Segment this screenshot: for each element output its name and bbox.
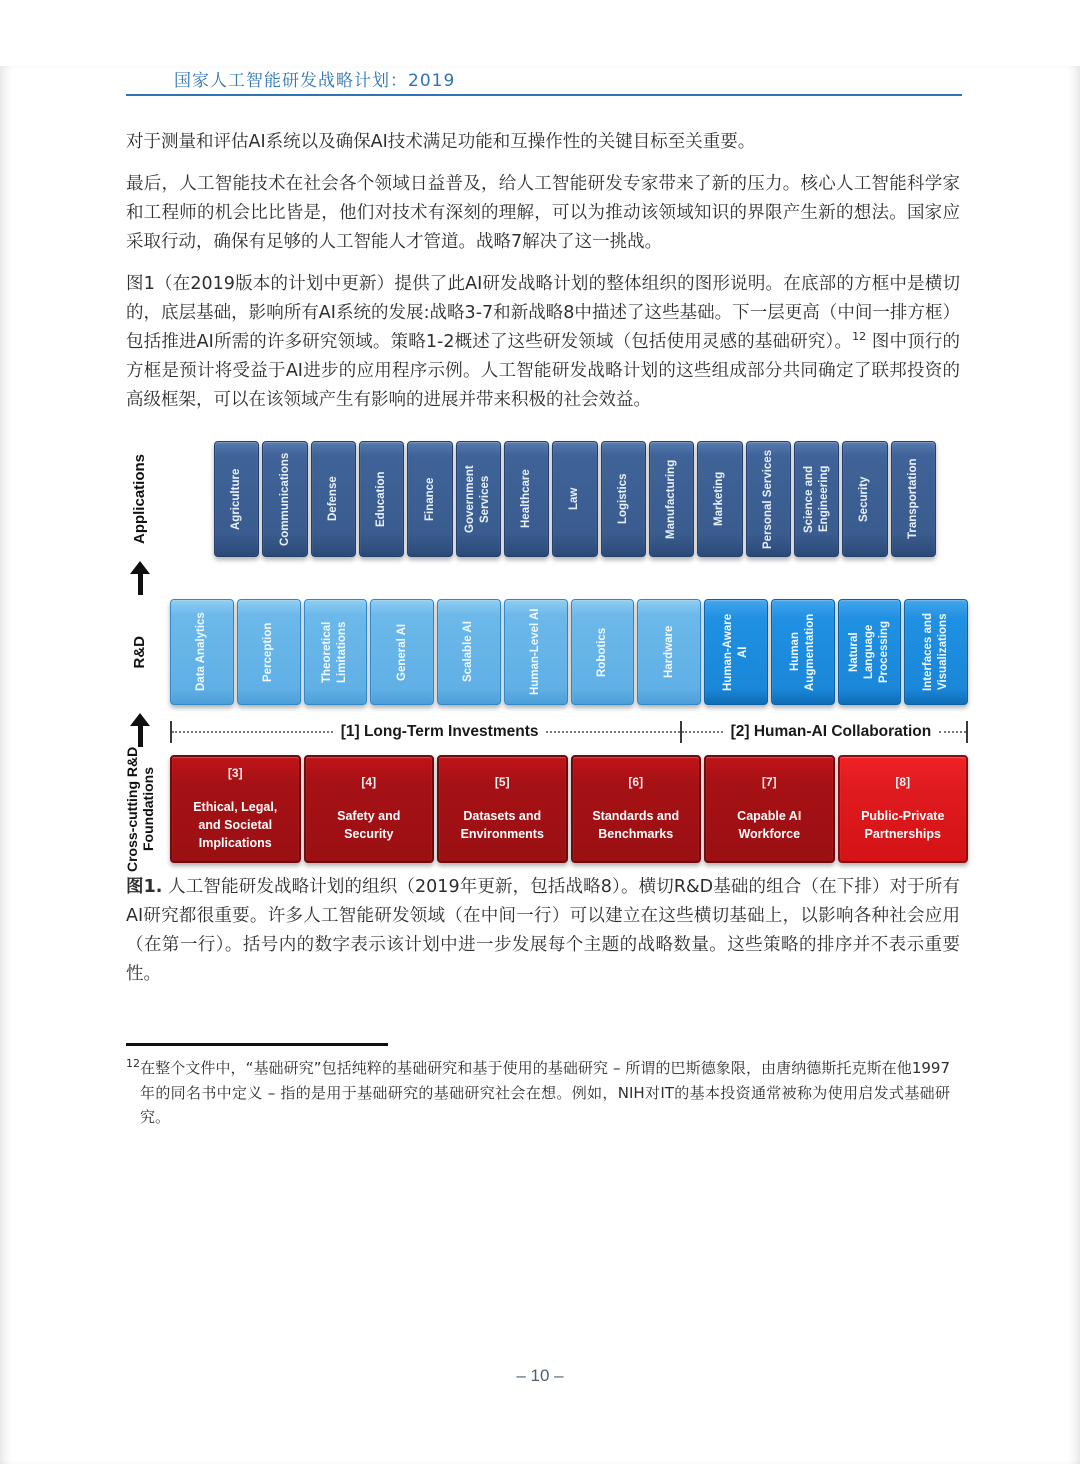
paragraph-3 xyxy=(126,270,960,415)
foundation-box-label: Capable AI Workforce xyxy=(737,808,802,841)
application-box-label: Logistics xyxy=(616,473,629,525)
rnd-box-label: Robotics xyxy=(595,627,608,677)
application-box-label: Finance xyxy=(423,477,436,521)
footnote-12 xyxy=(126,1056,950,1130)
paragraph-1: 对于测量和评估AI系统以及确保AI技术满足功能和互操作性的关键目标至关重要。 xyxy=(126,132,756,152)
application-box-label: Education xyxy=(375,471,388,527)
arrow-up-icon xyxy=(130,713,150,747)
arrow-cell-1 xyxy=(110,557,170,599)
foundation-box-number: [8] xyxy=(895,774,911,789)
application-box-label: Law xyxy=(568,487,581,511)
page-number: – 10 – xyxy=(516,1366,564,1385)
document-page xyxy=(0,66,1080,1464)
document-title: 国家人工智能研发战略计划：2019 xyxy=(174,71,456,91)
arrow-head xyxy=(130,713,150,726)
foundation-box-label: Ethical, Legal, and Societal Implications xyxy=(193,799,278,851)
foundation-box-number: [6] xyxy=(628,774,644,789)
rnd-box-label: Human-Aware AI xyxy=(721,613,749,691)
page-header xyxy=(126,66,962,96)
foundation-box xyxy=(838,755,969,863)
application-box-label: Manufacturing xyxy=(665,459,678,539)
application-box-label: Defense xyxy=(326,476,339,522)
rnd-box xyxy=(637,599,701,705)
rnd-box xyxy=(704,599,768,705)
bracket-dotted-line xyxy=(546,731,680,733)
rnd-box xyxy=(904,599,968,705)
application-box-label: Marketing xyxy=(713,471,726,527)
figure-caption-text: 人工智能研发战略计划的组织（2019年更新，包括战略8）。横切R&D基础的组合（在下排）对于所有AI研究都很重要。许多人工智能研发领域（在中间一行）可以建立在这些横切基础上，以影响各种社会应用（在第一行）。括号内的数字表示该计划中进一步发展每个主题的战略数量。这些策略的排序并不表示重要性。 xyxy=(126,877,961,984)
foundation-box-label: Safety and Security xyxy=(337,808,401,841)
foundations-box-row xyxy=(170,755,968,863)
arrow-head xyxy=(130,561,150,574)
application-box-label: Healthcare xyxy=(520,469,533,529)
rnd-box xyxy=(771,599,835,705)
application-box xyxy=(407,441,452,557)
figure-caption-prefix: 图1. xyxy=(126,877,163,897)
foundation-box xyxy=(304,755,435,863)
footnote-text: 在整个文件中，“基础研究”包括纯粹的基础研究和基于使用的基础研究 – 所谓的巴斯德象限，由唐纳德斯托克斯在他1997年的同名书中定义 – 指的是用于基础研究的基础研究社会在想。例如，NIH对IT的基本投资通常被称为使用启发式基础研究。 xyxy=(140,1059,950,1126)
bracket-bar xyxy=(966,721,968,743)
foundation-box-label: Standards and Benchmarks xyxy=(592,808,680,841)
foundations-row-label-cell xyxy=(110,746,170,872)
applications-box-row xyxy=(170,441,968,557)
arrow-stem xyxy=(138,574,143,595)
application-box xyxy=(456,441,501,557)
application-box xyxy=(311,441,356,557)
application-box xyxy=(746,441,791,557)
rnd-box-label: Natural Language Processing xyxy=(847,621,890,683)
paragraph-3-text: 图1（在2019版本的计划中更新）提供了此AI研发战略计划的整体组织的图形说明。在底部的方框中是横切的，底层基础，影响所有AI系统的发展:战略3-7和新战略8中描述了这些基础。下一层更高（中间一排方框）包括推进AI所需的许多研究领域。策略1-2概述了这些研发领域（包括使用灵感的基础研究）。 xyxy=(126,274,960,352)
footnote-divider xyxy=(126,1043,388,1046)
rnd-row-label: R&D xyxy=(131,635,149,669)
arrow-stem xyxy=(138,726,143,747)
application-box-label: Transportation xyxy=(906,458,919,540)
figure-caption xyxy=(126,873,960,989)
bracket-dotted-line xyxy=(682,731,722,733)
rnd-row-label-cell xyxy=(110,599,170,705)
rnd-box-label: Human Augmentation xyxy=(788,613,816,691)
foundation-box-number: [7] xyxy=(761,774,777,789)
rnd-box-label: Data Analytics xyxy=(195,612,208,692)
rnd-box-label: General AI xyxy=(395,623,408,681)
application-box-label: Communications xyxy=(278,452,291,546)
foundation-box xyxy=(704,755,835,863)
rnd-box-row xyxy=(170,599,968,705)
bracket-label-long-term: [1] Long-Term Investments xyxy=(340,723,539,740)
bracket-dotted-line xyxy=(172,731,333,733)
strategy-bracket-row xyxy=(170,705,968,755)
application-box xyxy=(601,441,646,557)
application-box xyxy=(262,441,307,557)
bracket-label-human-ai: [2] Human-AI Collaboration xyxy=(730,723,932,740)
figure-1-diagram xyxy=(110,441,968,872)
application-box-label: Personal Services xyxy=(761,449,774,549)
foundation-box-number: [4] xyxy=(361,774,377,789)
rnd-box-label: Human-Level AI xyxy=(529,608,542,696)
rnd-box xyxy=(504,599,568,705)
rnd-box xyxy=(437,599,501,705)
foundation-box xyxy=(170,755,301,863)
application-box xyxy=(842,441,887,557)
foundation-box xyxy=(571,755,702,863)
rnd-box xyxy=(170,599,234,705)
foundation-box xyxy=(437,755,568,863)
application-box xyxy=(504,441,549,557)
body-content xyxy=(126,128,960,415)
footnote-number: 12 xyxy=(126,1057,140,1070)
application-box xyxy=(214,441,259,557)
application-box-label: Agriculture xyxy=(230,468,243,530)
applications-row-label-cell xyxy=(110,441,170,557)
applications-row-label: Applications xyxy=(131,453,149,544)
rnd-box-label: Scalable AI xyxy=(462,621,475,683)
rnd-box xyxy=(304,599,368,705)
paragraph-3-text-cont: 图中顶行的方框是预计将受益于AI进步的应用程序示例。人工智能研发战略计划的这些组成部分共同确定了联邦投资的高级框架，可以在该领域产生有影响的进展并带来积极的社会效益。 xyxy=(126,332,960,410)
foundation-box-label: Datasets and Environments xyxy=(460,808,544,841)
rnd-box-label: Theoretical Limitations xyxy=(321,621,349,683)
foundation-box-label: Public-Private Partnerships xyxy=(861,808,945,841)
application-box xyxy=(697,441,742,557)
foundations-row-label: Cross-cutting R&D Foundations xyxy=(123,746,156,872)
rnd-box xyxy=(571,599,635,705)
application-box-label: Security xyxy=(858,476,871,522)
application-box-label: Government Services xyxy=(464,465,492,533)
application-box xyxy=(649,441,694,557)
foundation-box-number: [5] xyxy=(494,774,510,789)
footnote-reference-12: 12 xyxy=(852,330,867,344)
rnd-box-label: Interfaces and Visualizations xyxy=(922,613,950,691)
application-box xyxy=(359,441,404,557)
application-box xyxy=(552,441,597,557)
bracket-dotted-line xyxy=(939,731,966,733)
rnd-box xyxy=(237,599,301,705)
rnd-box-label: Perception xyxy=(262,622,275,682)
rnd-box xyxy=(838,599,902,705)
foundation-box-number: [3] xyxy=(227,765,243,780)
arrow-up-icon xyxy=(130,561,150,595)
application-box xyxy=(794,441,839,557)
application-box xyxy=(891,441,936,557)
paragraph-2: 最后，人工智能技术在社会各个领域日益普及，给人工智能研发专家带来了新的压力。核心人工智能科学家和工程师的机会比比皆是，他们对技术有深刻的理解，可以为推动该领域知识的界限产生新的想法。国家应采取行动，确保有足够的人工智能人才管道。战略7解决了这一挑战。 xyxy=(126,174,960,252)
application-box-label: Science and Engineering xyxy=(802,465,830,533)
header-divider xyxy=(126,94,962,96)
rnd-box-label: Hardware xyxy=(662,625,675,679)
rnd-box xyxy=(370,599,434,705)
